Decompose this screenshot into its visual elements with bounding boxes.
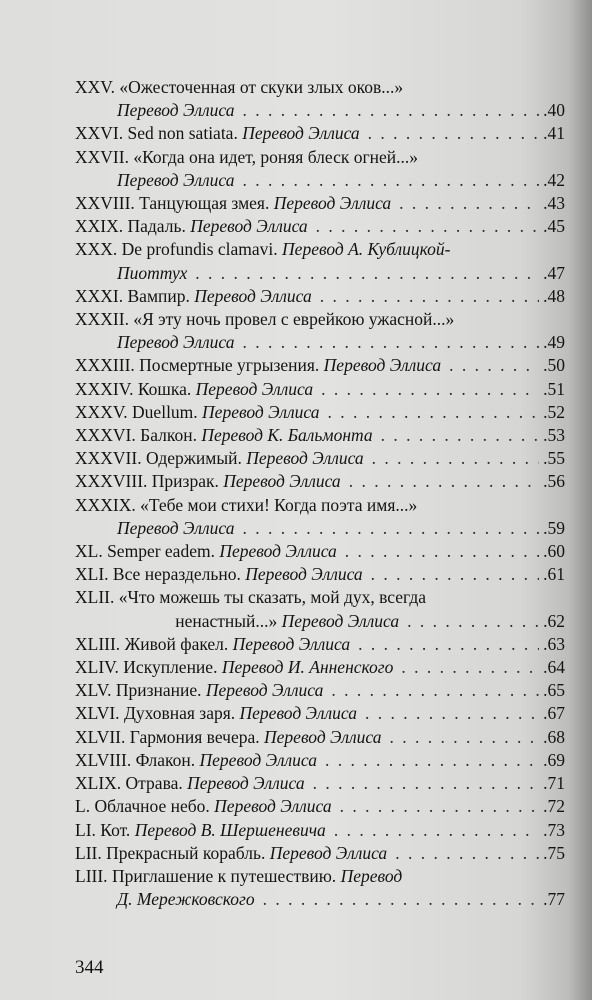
- toc-entry: [75, 633, 565, 656]
- toc-leader-dots: [365, 702, 539, 725]
- toc-roman-number: XXV.: [75, 77, 116, 97]
- toc-leader-dots: [407, 610, 539, 633]
- toc-title: Живой факел.: [124, 633, 229, 654]
- toc-title: Semper eadem.: [107, 541, 215, 562]
- toc-translator: Перевод: [340, 865, 403, 886]
- toc-line: [75, 146, 565, 169]
- toc-title: Прекрасный корабль.: [106, 842, 266, 863]
- toc-translator: Перевод А. Кублицкой-: [282, 239, 451, 260]
- toc-leader-dots: [372, 447, 539, 470]
- toc-translator: Перевод Эллиса: [239, 703, 357, 724]
- toc-roman-number: XLII.: [75, 587, 115, 608]
- toc-line: [75, 633, 565, 656]
- toc-entry: [75, 285, 565, 308]
- toc-page-number: .52: [543, 401, 565, 422]
- toc-leader-dots: [321, 378, 539, 401]
- toc-entry: [75, 540, 565, 563]
- toc-line: [75, 424, 565, 447]
- toc-leader-dots: [401, 656, 539, 679]
- toc-translator: Перевод В. Шершеневича: [134, 819, 326, 840]
- toc-page-number: .55: [543, 448, 565, 469]
- toc-translator: Пиоттух: [117, 262, 188, 283]
- toc-title: Облачное небо.: [94, 796, 210, 817]
- toc-title: Балкон.: [140, 425, 197, 446]
- toc-page-number: .64: [543, 657, 565, 678]
- toc-leader-dots: [331, 679, 539, 702]
- toc-roman-number: XXXI.: [75, 285, 124, 306]
- toc-title: Все нераздельно.: [112, 564, 241, 585]
- toc-translator: Перевод Эллиса: [242, 123, 360, 144]
- toc-title: Флакон.: [135, 749, 196, 770]
- toc-roman-number: XLV.: [75, 680, 112, 701]
- toc-translator: Перевод Эллиса: [232, 633, 351, 654]
- toc-translator: Перевод Эллиса: [245, 564, 363, 585]
- toc-page-number: .68: [543, 726, 565, 747]
- toc-title: Отрава.: [125, 773, 183, 794]
- toc-title: Кот.: [100, 819, 131, 840]
- toc-roman-number: XLIII.: [75, 633, 121, 654]
- toc-page-number: .40: [543, 100, 565, 121]
- toc-title: De profundis clamavi.: [121, 239, 278, 260]
- toc-roman-number: XXX.: [75, 239, 118, 260]
- toc-translator: Перевод Эллиса: [190, 216, 308, 237]
- toc-translator: Перевод К. Бальмонта: [201, 425, 373, 446]
- toc-leader-dots: [325, 749, 539, 772]
- toc-page-number: .53: [543, 425, 565, 446]
- toc-entry: [75, 819, 565, 842]
- toc-translator: Перевод Эллиса: [214, 796, 332, 817]
- toc-title: Призрак.: [151, 471, 219, 492]
- toc-leader-dots: [399, 192, 539, 215]
- toc-line: [75, 888, 565, 911]
- toc-line: [75, 378, 565, 401]
- toc-leader-dots: [328, 401, 540, 424]
- toc-title: Падаль.: [127, 216, 186, 237]
- toc-roman-number: XL.: [75, 541, 103, 562]
- toc-page-number: .59: [543, 517, 565, 538]
- toc-page-number: .75: [543, 842, 565, 863]
- page-number: 344: [75, 957, 104, 978]
- toc-title: Одержимый.: [145, 448, 242, 469]
- toc-line: [75, 656, 565, 679]
- toc-title: Духовная заря.: [123, 703, 236, 724]
- toc-line: [75, 749, 565, 772]
- toc-title: ненастный...»: [175, 610, 278, 631]
- toc-page-number: .62: [543, 610, 565, 631]
- toc-title: Танцующая змея.: [139, 193, 270, 214]
- toc-line: [75, 122, 565, 145]
- toc-line: [75, 285, 565, 308]
- toc-roman-number: XXXIII.: [75, 355, 135, 376]
- toc-line: [75, 401, 565, 424]
- toc-roman-number: L.: [75, 796, 91, 817]
- toc-title: Признание.: [115, 680, 202, 701]
- toc-translator: Перевод Эллиса: [281, 610, 400, 631]
- toc-translator: Перевод Эллиса: [117, 332, 235, 353]
- toc-entry: [75, 146, 565, 192]
- toc-line: [75, 610, 565, 633]
- toc-roman-number: LII.: [75, 842, 102, 863]
- toc-entry: [75, 865, 565, 911]
- toc-leader-dots: [340, 795, 540, 818]
- toc-leader-dots: [358, 633, 539, 656]
- toc-title: Duellum.: [132, 401, 198, 422]
- toc-line: [75, 308, 565, 331]
- toc-line: [75, 540, 565, 563]
- toc-roman-number: XXVI.: [75, 123, 124, 144]
- toc-title: «Когда она идет, роняя блеск огней...»: [133, 146, 419, 167]
- toc-roman-number: XXXIX.: [75, 494, 136, 515]
- toc-entry: [75, 679, 565, 702]
- toc-translator: Перевод Эллиса: [117, 169, 235, 190]
- toc-line: [75, 447, 565, 470]
- toc-line: [75, 192, 565, 215]
- toc-translator: Перевод Эллиса: [187, 773, 305, 794]
- toc-page-number: .51: [543, 378, 565, 399]
- toc-page-number: .72: [543, 796, 565, 817]
- toc-page-number: .45: [543, 216, 565, 237]
- toc-page-number: .42: [543, 169, 565, 190]
- toc-roman-number: XXIX.: [75, 216, 124, 237]
- toc-line: [75, 494, 565, 517]
- toc-entry: [75, 447, 565, 470]
- toc-roman-number: XXXVII.: [75, 448, 142, 469]
- toc-entry: [75, 122, 565, 145]
- toc-page-number: .50: [543, 355, 565, 376]
- toc-entry: [75, 354, 565, 377]
- toc-leader-dots: [320, 285, 539, 308]
- toc-line: [75, 470, 565, 493]
- toc-translator: Перевод Эллиса: [202, 401, 320, 422]
- toc-page-number: .41: [543, 123, 565, 144]
- toc-line: [75, 563, 565, 586]
- toc-entry: [75, 238, 565, 284]
- toc-leader-dots: [345, 540, 539, 563]
- toc-entry: [75, 192, 565, 215]
- table-of-contents: [75, 76, 565, 911]
- toc-roman-number: XXXII.: [75, 309, 129, 330]
- toc-title: Вампир.: [127, 285, 190, 306]
- toc-entry: [75, 702, 565, 725]
- toc-roman-number: XXXV.: [75, 401, 128, 422]
- toc-roman-number: XLVII.: [75, 726, 126, 747]
- toc-line: [75, 354, 565, 377]
- toc-leader-dots: [368, 122, 539, 145]
- toc-translator: Перевод Эллиса: [264, 726, 382, 747]
- toc-title: Гармония вечера.: [129, 726, 260, 747]
- toc-title: «Тебе мои стихи! Когда поэта имя...»: [140, 494, 418, 515]
- toc-entry: [75, 586, 565, 632]
- toc-leader-dots: [316, 215, 539, 238]
- toc-entry: [75, 76, 565, 122]
- toc-page-number: .77: [543, 889, 565, 910]
- toc-entry: [75, 215, 565, 238]
- toc-translator: Перевод И. Анненского: [221, 657, 394, 678]
- toc-entry: [75, 470, 565, 493]
- toc-translator: Д. Мережковского: [117, 889, 255, 910]
- toc-line: [75, 331, 565, 354]
- toc-translator: Перевод Эллиса: [117, 517, 235, 538]
- toc-page-number: .73: [543, 819, 565, 840]
- toc-title: Sed non satiata.: [127, 123, 238, 144]
- toc-page-number: .48: [543, 285, 565, 306]
- toc-translator: Перевод Эллиса: [273, 193, 392, 214]
- toc-roman-number: XLI.: [75, 564, 109, 585]
- toc-line: [75, 702, 565, 725]
- toc-page-number: .49: [543, 332, 565, 353]
- toc-translator: Перевод Эллиса: [269, 842, 388, 863]
- toc-entry: [75, 401, 565, 424]
- toc-translator: Перевод Эллиса: [323, 355, 442, 376]
- toc-leader-dots: [389, 726, 539, 749]
- toc-roman-number: XXVII.: [75, 146, 129, 167]
- toc-line: [75, 819, 565, 842]
- toc-leader-dots: [242, 99, 539, 122]
- toc-entry: [75, 424, 565, 447]
- toc-translator: Перевод Эллиса: [195, 378, 314, 399]
- toc-roman-number: LIII.: [75, 865, 108, 886]
- toc-title: «Я эту ночь провел с еврейкою ужасной...»: [133, 309, 455, 330]
- toc-leader-dots: [449, 354, 539, 377]
- toc-page-number: .65: [543, 680, 565, 701]
- toc-line: [75, 215, 565, 238]
- toc-entry: [75, 749, 565, 772]
- toc-page-number: .67: [543, 703, 565, 724]
- toc-leader-dots: [334, 819, 539, 842]
- toc-translator: Перевод Эллиса: [246, 448, 364, 469]
- toc-title: Искупление.: [123, 657, 218, 678]
- toc-page-number: .71: [543, 773, 565, 794]
- toc-entry: [75, 842, 565, 865]
- toc-line: [75, 517, 565, 540]
- toc-entry: [75, 772, 565, 795]
- toc-line: [75, 679, 565, 702]
- toc-roman-number: XXXVIII.: [75, 471, 148, 492]
- toc-roman-number: XLVIII.: [75, 749, 132, 770]
- toc-line: [75, 76, 565, 99]
- toc-roman-number: XXXVI.: [75, 425, 136, 446]
- toc-leader-dots: [242, 169, 539, 192]
- toc-title: «Ожесточенная от скуки злых оков...»: [119, 77, 404, 97]
- toc-roman-number: XLVI.: [75, 703, 120, 724]
- toc-line: [75, 238, 565, 261]
- toc-page-number: .63: [543, 633, 565, 654]
- toc-leader-dots: [195, 262, 539, 285]
- toc-title: «Что можешь ты сказать, мой дух, всегда: [118, 587, 427, 608]
- toc-translator: Перевод Эллиса: [219, 541, 337, 562]
- toc-title: Посмертные угрызения.: [139, 355, 320, 376]
- toc-entry: [75, 563, 565, 586]
- toc-roman-number: XXVIII.: [75, 193, 135, 214]
- toc-line: [75, 842, 565, 865]
- toc-leader-dots: [242, 517, 539, 540]
- toc-entry: [75, 726, 565, 749]
- toc-translator: Перевод Эллиса: [199, 749, 317, 770]
- toc-leader-dots: [313, 772, 540, 795]
- toc-leader-dots: [349, 470, 539, 493]
- toc-leader-dots: [381, 424, 540, 447]
- toc-leader-dots: [242, 331, 539, 354]
- toc-line: [75, 795, 565, 818]
- toc-page-number: .56: [543, 471, 565, 492]
- toc-translator: Перевод Эллиса: [194, 285, 312, 306]
- toc-leader-dots: [263, 888, 540, 911]
- toc-roman-number: XLIX.: [75, 773, 122, 794]
- toc-page-number: .61: [543, 564, 565, 585]
- toc-translator: Перевод Эллиса: [205, 680, 324, 701]
- toc-entry: [75, 656, 565, 679]
- toc-line: [75, 726, 565, 749]
- toc-line: [75, 865, 565, 888]
- toc-page-number: .60: [543, 541, 565, 562]
- toc-page-number: .47: [543, 262, 565, 283]
- toc-entry: [75, 378, 565, 401]
- toc-page-number: .69: [543, 749, 565, 770]
- toc-roman-number: LI.: [75, 819, 96, 840]
- toc-title: Кошка.: [137, 378, 192, 399]
- toc-translator: Перевод Эллиса: [117, 100, 235, 121]
- toc-entry: [75, 308, 565, 354]
- toc-title: Приглашение к путешествию.: [111, 865, 337, 886]
- toc-roman-number: XXXIV.: [75, 378, 134, 399]
- toc-line: [75, 169, 565, 192]
- toc-entry: [75, 795, 565, 818]
- toc-line: [75, 586, 565, 609]
- toc-leader-dots: [395, 842, 539, 865]
- toc-page-number: .43: [543, 193, 565, 214]
- toc-translator: Перевод Эллиса: [223, 471, 341, 492]
- toc-roman-number: XLIV.: [75, 657, 119, 678]
- toc-leader-dots: [371, 563, 539, 586]
- toc-line: [75, 262, 565, 285]
- toc-entry: [75, 494, 565, 540]
- toc-line: [75, 772, 565, 795]
- toc-line: [75, 99, 565, 122]
